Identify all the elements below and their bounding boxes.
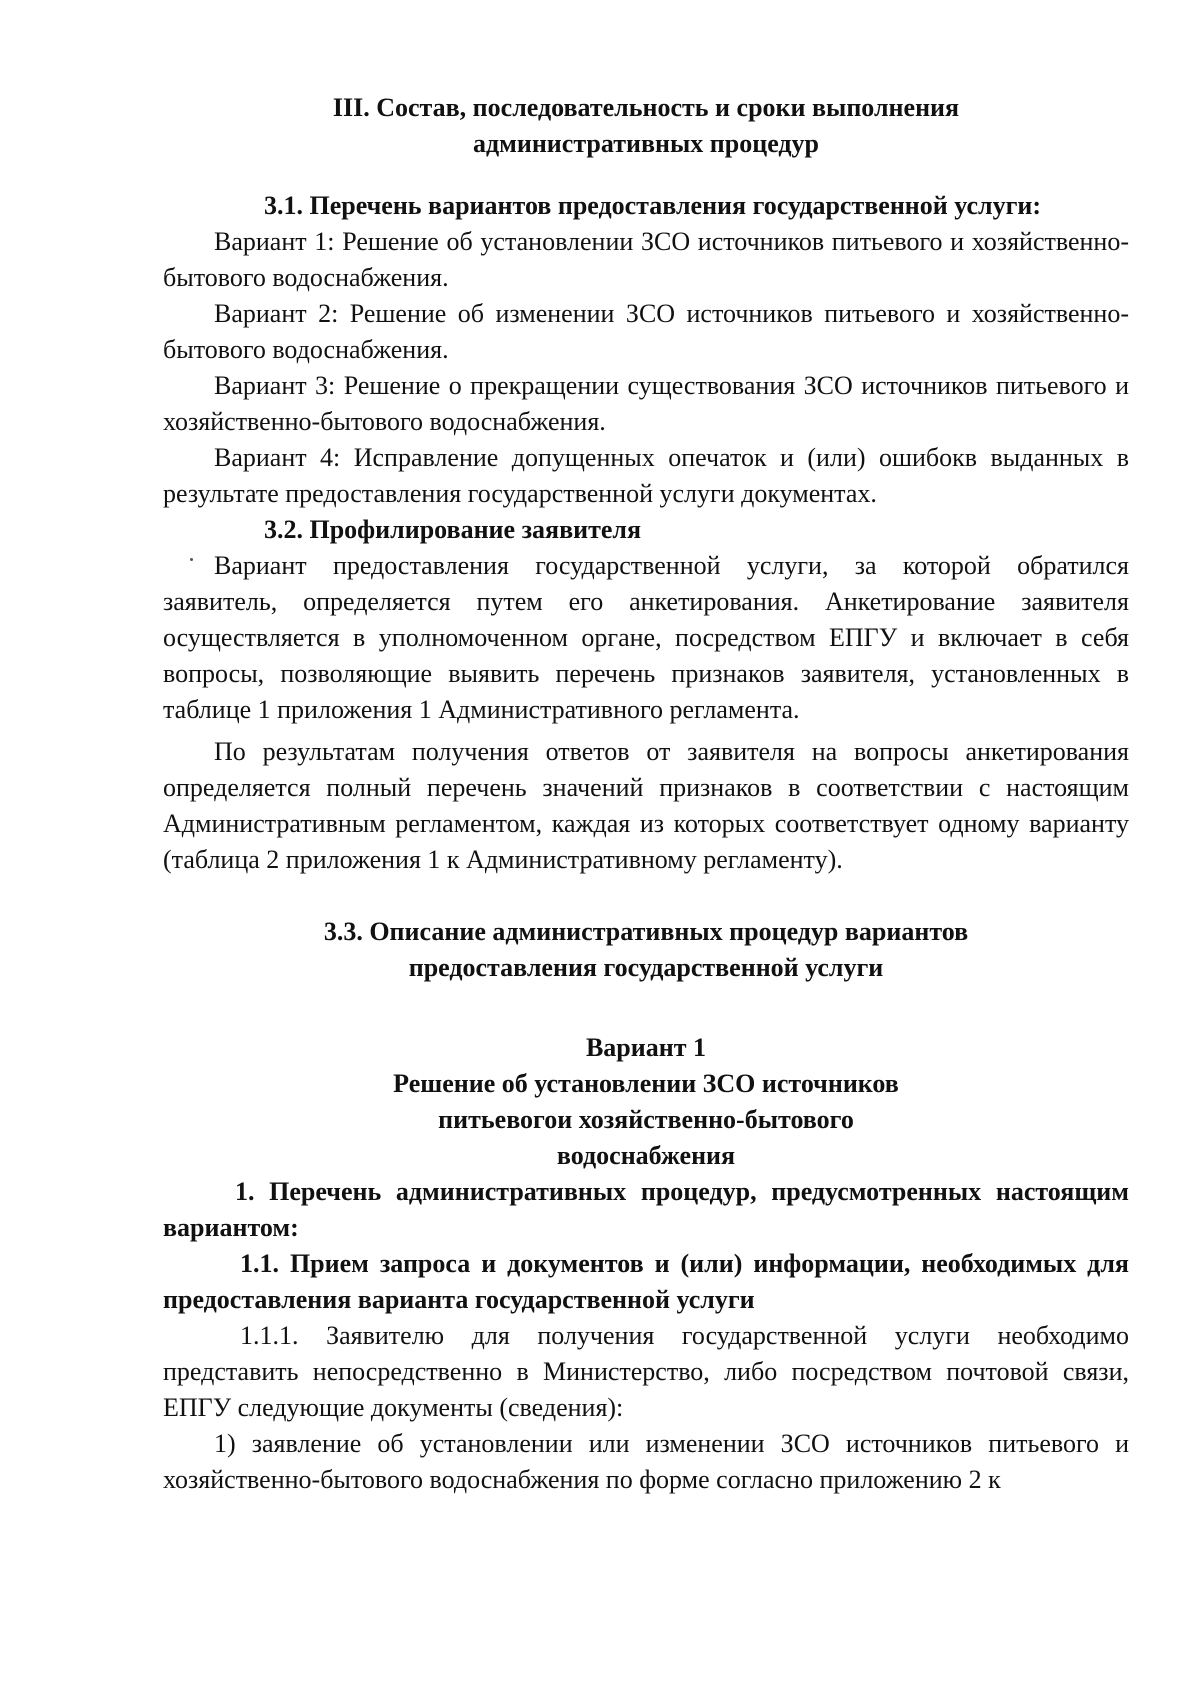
section-title-line1: III. Состав, последовательность и сроки выполнения bbox=[332, 93, 960, 122]
document-list-item-1: 1) заявление об установлении или изменении ЗСО источников питьевого и хозяйственно-бытового водоснабжения по форме согласно приложению 2 к bbox=[163, 1429, 1129, 1494]
heading-3-3-line1: 3.3. Описание административных процедур вариантов bbox=[323, 917, 969, 946]
heading-3-1: 3.1. Перечень вариантов предоставления государственной услуги: bbox=[264, 191, 1042, 220]
variant-2-text: Вариант 2: Решение об изменении ЗСО источников питьевого и хозяйственно-бытового водоснабжения. bbox=[163, 299, 1129, 364]
profiling-paragraph-1: Вариант предоставления государственной услуги, за которой обратился заявитель, определяется путем его анкетирования. Анкетирование заявителя осуществляется в уполномоченном органе, посредством ЕПГУ и включает в себя вопросы, позволяющие выявить перечень признаков заявителя, установленных в таблице 1 приложения 1 Административного регламента. bbox=[163, 551, 1129, 724]
heading-3-2: 3.2. Профилирование заявителя bbox=[264, 515, 642, 544]
section-title bbox=[163, 90, 1129, 162]
procedure-1-1-heading: 1.1. Прием запроса и документов и (или) информации, необходимых для предоставления варианта государственной услуги bbox=[163, 1249, 1129, 1314]
variant-1-text: Вариант 1: Решение об установлении ЗСО источников питьевого и хозяйственно-бытового водоснабжения. bbox=[163, 227, 1129, 292]
profiling-paragraph-2: По результатам получения ответов от заявителя на вопросы анкетирования определяется полный перечень значений признаков в соответствии с настоящим Административным регламентом, каждая из которых соответствует одному варианту (таблица 2 приложения 1 к Административному регламенту). bbox=[163, 737, 1129, 874]
section-title-line2: административных процедур bbox=[472, 129, 820, 158]
variant-3-text: Вариант 3: Решение о прекращении существования ЗСО источников питьевого и хозяйственно-бытового водоснабжения. bbox=[163, 371, 1129, 436]
variant-1-subtitle-line3: водоснабжения bbox=[556, 1141, 736, 1170]
heading-3-3-line2: предоставления государственной услуги bbox=[408, 953, 884, 982]
variant-1-block bbox=[163, 1030, 1129, 1498]
variant-1-subtitle-line2: питьевогои хозяйственно-бытового bbox=[438, 1105, 854, 1134]
variant-1-title: Вариант 1 bbox=[585, 1033, 707, 1062]
variant-4-text: Вариант 4: Исправление допущенных опечаток и (или) ошибокв выданных в результате предоставления государственной услуги документах. bbox=[163, 443, 1129, 508]
heading-3-3 bbox=[163, 914, 1129, 986]
variant-1-subtitle-line1: Решение об установлении ЗСО источников bbox=[393, 1069, 899, 1098]
document-page bbox=[163, 90, 1129, 1498]
procedures-list-heading: 1. Перечень административных процедур, предусмотренных настоящим вариантом: bbox=[163, 1177, 1129, 1242]
procedure-1-1-1-text: 1.1.1. Заявителю для получения государственной услуги необходимо представить непосредственно в Министерство, либо посредством почтовой связи, ЕПГУ следующие документы (сведения): bbox=[163, 1321, 1129, 1422]
